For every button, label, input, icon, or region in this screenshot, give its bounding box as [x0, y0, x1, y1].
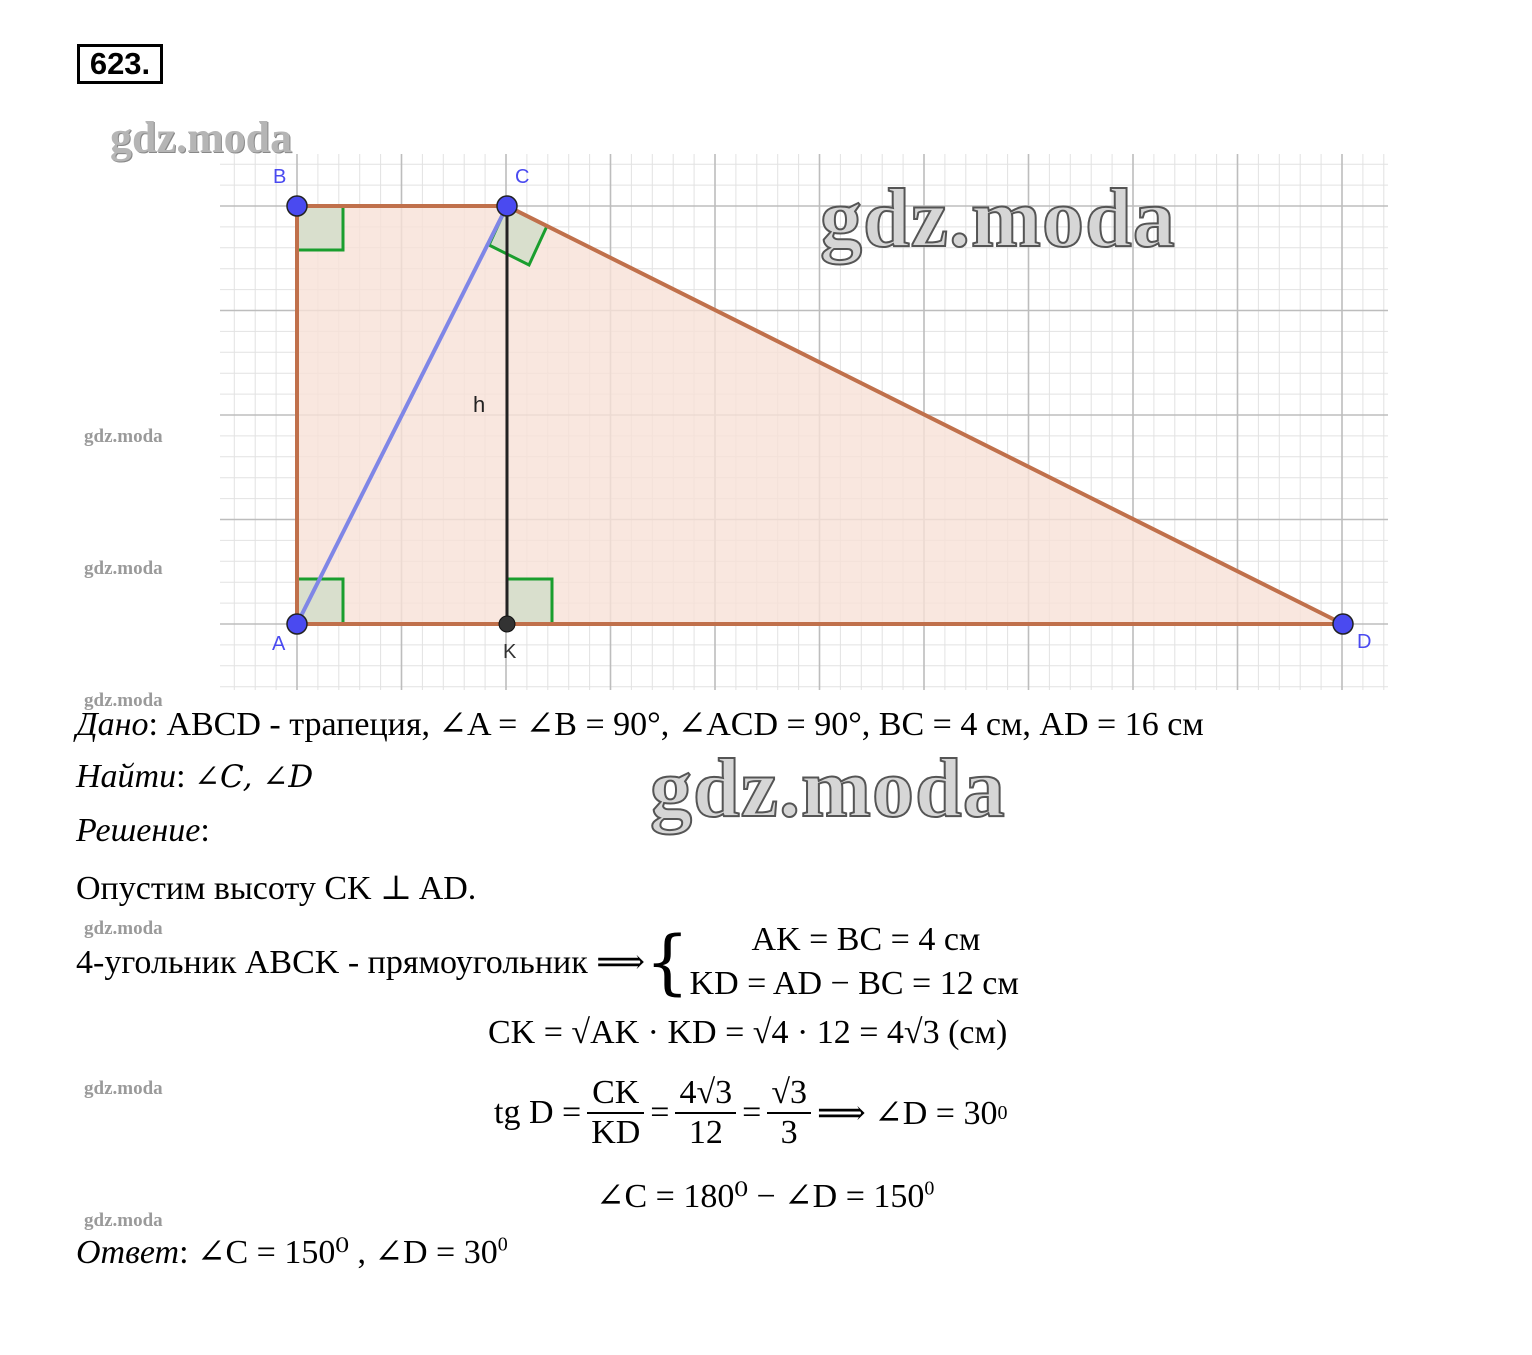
- right-angle-K: [507, 579, 552, 624]
- watermark-top: gdz.moda: [110, 113, 293, 162]
- step2-lead: 4-угольник ABCK - прямоугольник ⟹: [76, 944, 645, 981]
- watermark-side-6: gdz.moda: [84, 1210, 163, 1231]
- label-B: B: [273, 166, 287, 188]
- solution-step-4: tg D = $\frac{CK}{KD}$ = $\frac{4√3}{12}$ = $\frac{√3}{3}$ ⟹ ∠D = 30 0: [494, 1074, 1008, 1151]
- step2-eq1: AK = BC = 4 см: [751, 921, 981, 958]
- solution-label: Решение: [76, 812, 201, 849]
- find-label: Найти: [76, 758, 177, 795]
- watermark-large-figure: gdz.moda: [820, 172, 1176, 265]
- watermark-side-3: gdz.moda: [84, 690, 163, 711]
- fraction-sqrt3-3: $\frac{√3}{3}$: [767, 1074, 811, 1152]
- fraction-4sqrt3-12: $\frac{4√3}{12}$: [675, 1074, 736, 1152]
- label-h: h: [473, 392, 486, 417]
- problem-number: 623.: [77, 44, 163, 84]
- given-text: ABCD - трапеция, ∠A = ∠B = 90°, ∠ACD = 90°, BC = 4 см, AD = 16 см: [166, 706, 1204, 743]
- solution-step-5: ∠C = 180⁰ − ∠D = $150^0$: [596, 1177, 935, 1215]
- answer-label: Ответ: [76, 1234, 180, 1271]
- step4-rhs: ⟹ ∠D = 30: [817, 1095, 998, 1132]
- watermark-large-text: gdz.moda: [650, 742, 1006, 835]
- point-D: [1333, 614, 1353, 634]
- label-D: D: [1357, 631, 1372, 653]
- watermark-side-2: gdz.moda: [84, 558, 163, 579]
- label-A: A: [272, 633, 286, 655]
- watermark-side-5: gdz.moda: [84, 1078, 163, 1099]
- system-brace: {: [644, 921, 690, 1003]
- given-line: Дано: ABCD - трапеция, ∠A = ∠B = 90°, ∠ACD = 90°, BC = 4 см, AD = 16 см: [76, 706, 1204, 743]
- point-A: [287, 614, 307, 634]
- step4-lhs: tg D =: [494, 1094, 582, 1131]
- step2-eq2: KD = AD − BC = 12 см: [689, 965, 1019, 1002]
- find-text: ∠C, ∠D: [194, 759, 314, 795]
- answer-line: Ответ: ∠C = 150⁰ , ∠D = $30^0$: [76, 1233, 508, 1271]
- watermark-side-1: gdz.moda: [84, 426, 163, 447]
- solution-label-line: Решение:: [76, 812, 210, 849]
- point-B: [287, 196, 307, 216]
- solution-step-3: CK = √AK · KD = √4 · 12 = 4√3 (см): [488, 1014, 1008, 1051]
- fraction-ck-kd: $\frac{CK}{KD}$: [587, 1074, 644, 1152]
- label-C: C: [515, 166, 530, 188]
- answer-text: ∠C = 150⁰ , ∠D = 30: [197, 1234, 498, 1271]
- solution-step-2: [76, 918, 1019, 1006]
- point-C: [497, 196, 517, 216]
- given-label: Дано: [76, 706, 149, 743]
- watermark-side-4: gdz.moda: [84, 918, 163, 939]
- point-K: [499, 616, 515, 632]
- solution-step-1: Опустим высоту CK ⊥ AD.: [76, 870, 477, 907]
- label-K: K: [503, 641, 517, 663]
- find-line: Найти: ∠C, ∠D: [76, 758, 314, 795]
